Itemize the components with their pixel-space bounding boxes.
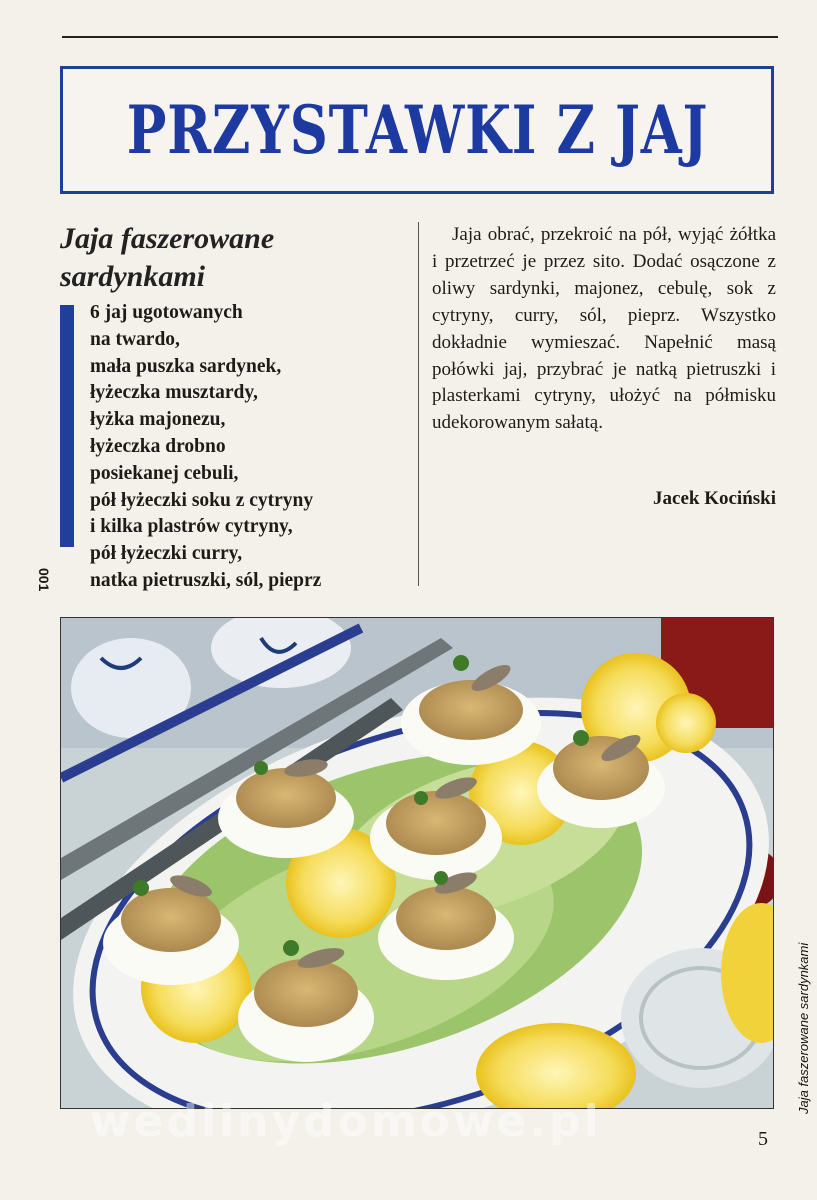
author-name: Jacek Kociński xyxy=(653,488,776,509)
ingredient-line: na twardo, xyxy=(90,328,180,350)
title-box xyxy=(60,66,774,194)
top-rule xyxy=(62,36,778,38)
dish-photo xyxy=(60,617,774,1109)
column-divider xyxy=(418,222,419,586)
watermark: wedlinydomowe.pl xyxy=(90,1096,602,1147)
ingredient-line: łyżeczka drobno xyxy=(90,435,226,457)
ingredient-line: pół łyżeczki soku z cytryny xyxy=(90,489,314,511)
recipe-code: 001 xyxy=(36,568,52,592)
ingredient-line: łyżka majonezu, xyxy=(90,409,226,431)
ingredient-line: 6 jaj ugotowanych xyxy=(90,302,243,323)
recipe-title xyxy=(60,220,390,296)
ingredient-line: pół łyżeczki curry, xyxy=(90,543,243,565)
page-title: PRZYSTAWKI Z JAJ xyxy=(126,91,708,169)
page-number: 5 xyxy=(758,1128,768,1150)
ingredients-accent-bar xyxy=(60,305,74,547)
ingredient-line: mała puszka sardynek, xyxy=(90,355,282,377)
recipe-title-line-1: Jaja faszerowane xyxy=(60,222,275,255)
ingredient-line: natka pietruszki, sól, pieprz xyxy=(90,569,322,591)
ingredients-list xyxy=(90,300,410,595)
recipe-title-line-2: sardynkami xyxy=(60,260,206,293)
ingredient-line: łyżeczka musztardy, xyxy=(90,382,258,404)
method-text: Jaja obrać, przekroić na pół, wyjąć żółtka i przetrzeć je przez sito. Dodać osączone z oliwy sardynki, majonez, cebulę, sok z cytryny, curry, sól, pieprz. Wszystko dokładnie wymieszać. Napełnić masą połówki jaj, przybrać je natką pietruszki i plasterkami cytryny, ułożyć na półmisku udekorowanym sałatą. xyxy=(432,224,776,434)
photo-caption: Jaja faszerowane sardynkami xyxy=(796,942,811,1114)
ingredient-line: i kilka plastrów cytryny, xyxy=(90,516,293,538)
corner-decoration xyxy=(560,2,785,24)
ingredient-line: posiekanej cebuli, xyxy=(90,462,239,484)
